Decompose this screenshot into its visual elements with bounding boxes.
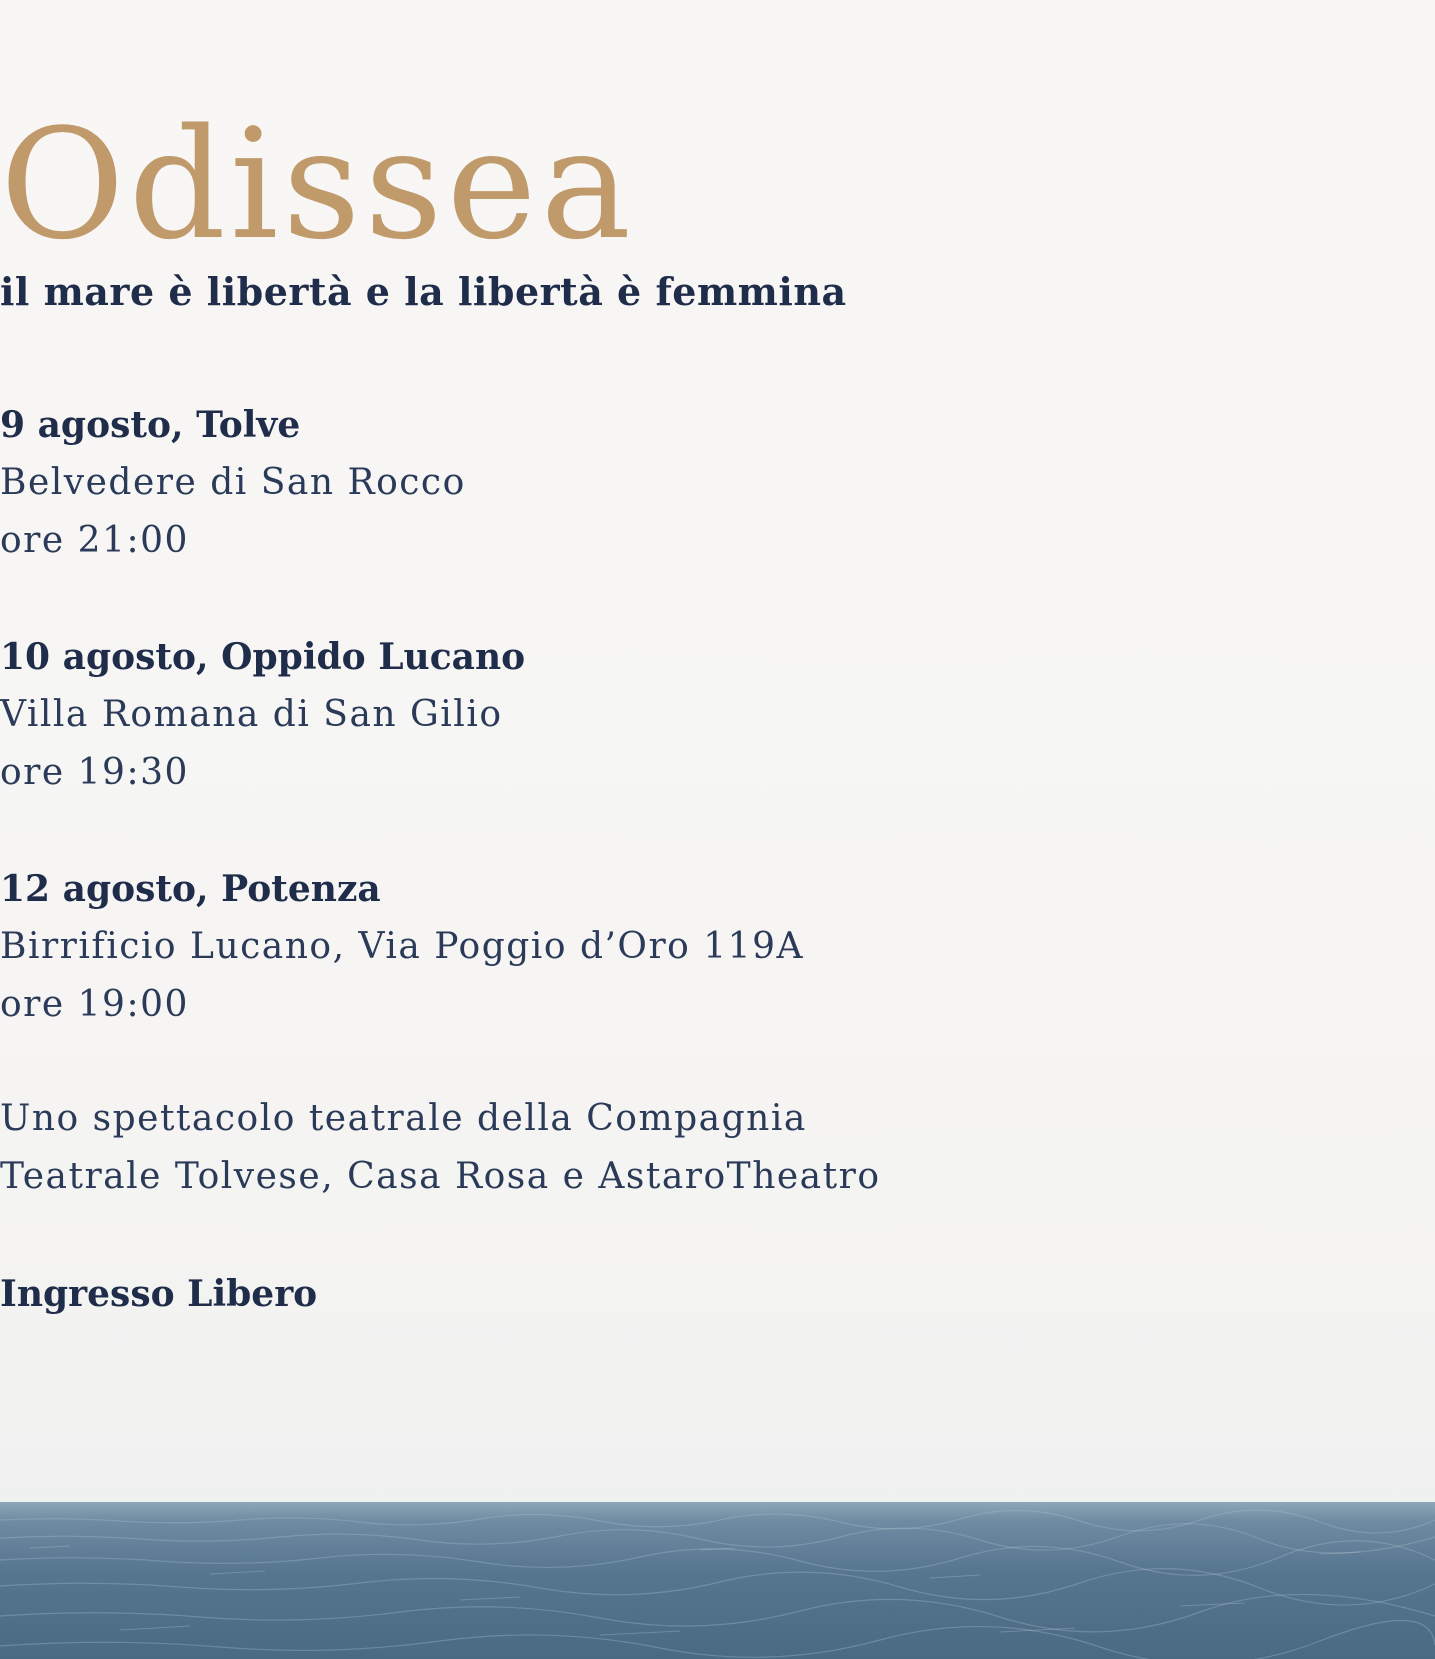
event-time: ore 19:00 bbox=[0, 984, 189, 1025]
event-venue: Birrificio Lucano, Via Poggio d’Oro 119A bbox=[0, 926, 804, 967]
event-time: ore 19:30 bbox=[0, 752, 189, 793]
event-block-potenza bbox=[0, 860, 1435, 1034]
credits-line: Teatrale Tolvese, Casa Rosa e AstaroTheatro bbox=[0, 1156, 881, 1197]
sea-horizon-image bbox=[0, 1490, 1435, 1659]
production-credits bbox=[0, 1090, 1435, 1206]
event-block-oppido-lucano bbox=[0, 628, 1435, 802]
event-heading: 12 agosto, Potenza bbox=[0, 868, 381, 910]
event-heading: 10 agosto, Oppido Lucano bbox=[0, 636, 526, 678]
event-venue: Belvedere di San Rocco bbox=[0, 462, 466, 503]
event-heading: 9 agosto, Tolve bbox=[0, 404, 301, 446]
event-venue: Villa Romana di San Gilio bbox=[0, 694, 503, 735]
credits-line: Uno spettacolo teatrale della Compagnia bbox=[0, 1098, 807, 1139]
event-time: ore 21:00 bbox=[0, 520, 189, 561]
event-block-tolve bbox=[0, 396, 1435, 570]
poster-title: Odissea bbox=[0, 96, 636, 273]
poster-subtitle: il mare è libertà e la libertà è femmina bbox=[0, 269, 847, 314]
free-entry-notice: Ingresso Libero bbox=[0, 1273, 318, 1315]
